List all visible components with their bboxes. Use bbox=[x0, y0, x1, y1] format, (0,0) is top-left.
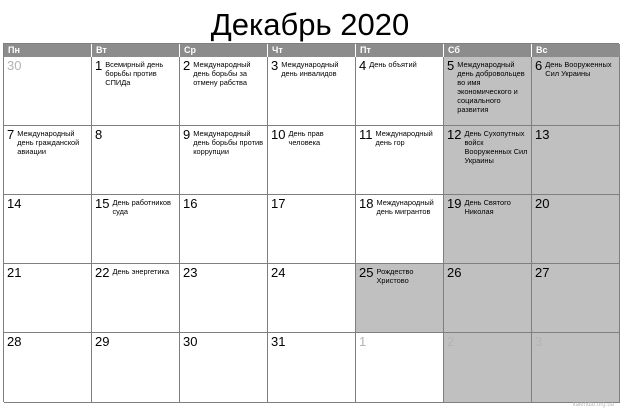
day-number: 19 bbox=[447, 196, 462, 211]
day-event bbox=[200, 197, 202, 198]
day-event bbox=[200, 335, 202, 336]
day-cell[interactable] bbox=[92, 57, 180, 126]
day-number: 31 bbox=[271, 334, 286, 349]
day-cell[interactable] bbox=[4, 57, 92, 126]
day-number: 16 bbox=[183, 196, 198, 211]
day-cell[interactable] bbox=[4, 333, 92, 403]
day-cell[interactable] bbox=[92, 195, 180, 264]
day-cell[interactable] bbox=[356, 195, 444, 264]
day-number: 2 bbox=[183, 58, 191, 73]
day-cell[interactable] bbox=[444, 195, 532, 264]
day-cell[interactable] bbox=[268, 333, 356, 403]
day-event: День прав человека bbox=[288, 129, 324, 147]
weekday-thu: Чт bbox=[268, 44, 356, 57]
day-cell[interactable] bbox=[444, 333, 532, 403]
day-event: Международный день добровольцев во имя экономического и социального развития bbox=[457, 60, 525, 114]
day-event: День работников суда bbox=[112, 198, 171, 216]
day-number: 9 bbox=[183, 127, 191, 142]
day-event: Международный день борьбы за отмену рабства bbox=[193, 60, 251, 87]
day-cell[interactable] bbox=[356, 57, 444, 126]
day-number: 5 bbox=[447, 58, 455, 73]
weekday-sat: Сб bbox=[444, 44, 532, 57]
weekday-sun: Вс bbox=[532, 44, 620, 57]
source-footer: kalendar.org.ua bbox=[572, 402, 614, 408]
day-number: 17 bbox=[271, 196, 286, 211]
day-number: 6 bbox=[535, 58, 543, 73]
weekday-mon: Пн bbox=[4, 44, 92, 57]
day-number: 12 bbox=[447, 127, 462, 142]
day-number: 14 bbox=[7, 196, 22, 211]
day-number: 8 bbox=[95, 127, 103, 142]
day-cell[interactable] bbox=[268, 195, 356, 264]
day-cell[interactable] bbox=[4, 195, 92, 264]
day-cell[interactable] bbox=[532, 195, 620, 264]
day-number: 18 bbox=[359, 196, 374, 211]
day-cell[interactable] bbox=[180, 57, 268, 126]
day-event bbox=[24, 197, 26, 198]
day-event bbox=[545, 335, 547, 336]
day-number: 29 bbox=[95, 334, 110, 349]
day-event bbox=[24, 335, 26, 336]
day-cell[interactable] bbox=[444, 126, 532, 195]
day-event bbox=[288, 266, 290, 267]
day-number: 21 bbox=[7, 265, 22, 280]
day-event: Международный день борьбы против коррупции bbox=[193, 129, 264, 156]
day-event: День Сухопутных войск Вооруженных Сил Украины bbox=[464, 129, 528, 165]
day-cell[interactable] bbox=[180, 264, 268, 333]
weekday-tue: Вт bbox=[92, 44, 180, 57]
day-number: 7 bbox=[7, 127, 15, 142]
day-cell[interactable] bbox=[532, 126, 620, 195]
day-cell[interactable] bbox=[268, 126, 356, 195]
day-event bbox=[200, 266, 202, 267]
day-cell[interactable] bbox=[532, 264, 620, 333]
day-cell[interactable] bbox=[444, 264, 532, 333]
day-cell[interactable] bbox=[356, 333, 444, 403]
day-event: Рождество Христово bbox=[376, 267, 414, 285]
day-cell[interactable] bbox=[356, 264, 444, 333]
day-event bbox=[24, 266, 26, 267]
day-number: 3 bbox=[271, 58, 279, 73]
calendar-title: Декабрь 2020 bbox=[210, 7, 410, 42]
day-cell[interactable] bbox=[4, 126, 92, 195]
day-number: 13 bbox=[535, 127, 550, 142]
calendar-grid bbox=[3, 43, 619, 402]
day-number: 26 bbox=[447, 265, 462, 280]
day-number: 27 bbox=[535, 265, 550, 280]
day-cell[interactable] bbox=[532, 57, 620, 126]
day-event bbox=[369, 335, 371, 336]
day-cell[interactable] bbox=[92, 264, 180, 333]
day-event bbox=[457, 335, 459, 336]
day-cell[interactable] bbox=[4, 264, 92, 333]
day-number: 1 bbox=[359, 334, 367, 349]
day-event: Международный день мигрантов bbox=[376, 198, 434, 216]
day-event bbox=[112, 335, 114, 336]
weekday-wed: Ср bbox=[180, 44, 268, 57]
day-cell[interactable] bbox=[268, 57, 356, 126]
day-number: 4 bbox=[359, 58, 367, 73]
day-event: Международный день инвалидов bbox=[281, 60, 339, 78]
day-number: 10 bbox=[271, 127, 286, 142]
day-cell[interactable] bbox=[180, 126, 268, 195]
day-event bbox=[552, 266, 554, 267]
day-number: 28 bbox=[7, 334, 22, 349]
day-number: 30 bbox=[183, 334, 198, 349]
day-event bbox=[464, 266, 466, 267]
day-number: 25 bbox=[359, 265, 374, 280]
day-number: 3 bbox=[535, 334, 543, 349]
day-event: Международный день гражданской авиации bbox=[17, 129, 80, 156]
day-event bbox=[552, 197, 554, 198]
weekday-fri: Пт bbox=[356, 44, 444, 57]
day-number: 11 bbox=[359, 127, 373, 142]
day-cell[interactable] bbox=[268, 264, 356, 333]
day-event: День Вооруженных Сил Украины bbox=[545, 60, 612, 78]
day-number: 20 bbox=[535, 196, 550, 211]
day-event: День энергетика bbox=[112, 267, 170, 276]
day-number: 23 bbox=[183, 265, 198, 280]
day-number: 2 bbox=[447, 334, 455, 349]
day-event bbox=[24, 59, 26, 60]
day-number: 15 bbox=[95, 196, 110, 211]
day-number: 30 bbox=[7, 58, 22, 73]
day-event bbox=[288, 197, 290, 198]
day-cell[interactable] bbox=[532, 333, 620, 403]
day-event: Международный день гор bbox=[375, 129, 433, 147]
day-cell[interactable] bbox=[356, 126, 444, 195]
day-event: День Святого Николая bbox=[464, 198, 511, 216]
day-cell[interactable] bbox=[92, 333, 180, 403]
day-cell[interactable] bbox=[180, 195, 268, 264]
day-number: 1 bbox=[95, 58, 103, 73]
day-event bbox=[105, 128, 107, 129]
day-event: Всемирный день борьбы против СПИДа bbox=[105, 60, 164, 87]
day-cell[interactable] bbox=[444, 57, 532, 126]
day-event: День объятий bbox=[369, 60, 417, 69]
day-event bbox=[552, 128, 554, 129]
day-number: 22 bbox=[95, 265, 110, 280]
day-number: 24 bbox=[271, 265, 286, 280]
day-event bbox=[288, 335, 290, 336]
day-cell[interactable] bbox=[92, 126, 180, 195]
day-cell[interactable] bbox=[180, 333, 268, 403]
